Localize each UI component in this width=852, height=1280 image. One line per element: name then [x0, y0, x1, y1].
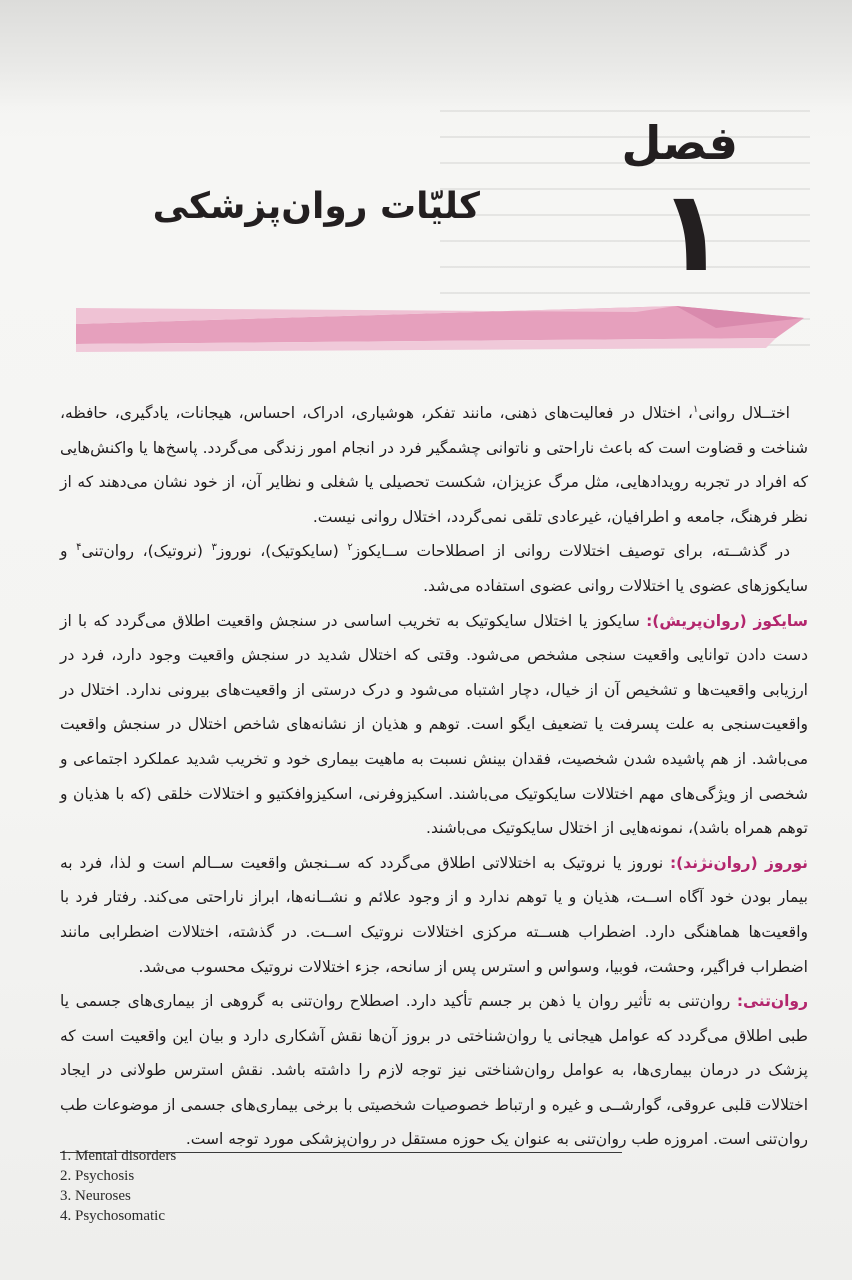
footnote-4: 4. Psychosomatic	[60, 1208, 165, 1224]
chapter-banner	[76, 298, 804, 360]
footnote-3: 3. Neuroses	[60, 1188, 131, 1204]
intro-paragraph: اختــلال روانی$^۱$، اختلال در فعالیت‌های ذهنی، مانند تفکر، هوشیاری، ادراک، احساس، هیجانات، یادگیری، حافظه، شناخت و قضاوت است که باعث ناراحتی و ناتوانی چشمگیر فرد در انجام امور زندگی می‌گردد. پاسخ‌ها یا واکنش‌هایی که افراد در تجربه رویدادهایی، مثل مرگ عزیزان، شکست تحصیلی یا شغلی و نظایر آن، از خود نشان می‌دهند که از نظر فرهنگ، جامعه و اطرافیان، غیرعادی تلقی نمی‌گردد، اختلال روانی نیست.	[60, 403, 808, 526]
footnote-ref-3[interactable]: ۳	[211, 542, 217, 554]
neurosis-term: نوروز (روان‌نژند):	[669, 853, 808, 872]
chapter-number: ۱	[657, 167, 726, 297]
psychosomatic-paragraph: روان‌تنی: روان‌تنی به تأثیر روان یا ذهن بر جسم تأکید دارد. اصطلاح روان‌تنی به گروهی از بیماری‌های جسمی یا طبی اطلاق می‌گردد که عوامل هیجانی یا روان‌شناختی در بروز آن‌ها نقش آشکاری دارد و بیان این واقعیت است که پزشک در درمان بیماری‌ها، به عوامل روان‌شناختی نیز توجه لازم را داشته باشد. نقش استرس طولانی در ایجاد اختلالات قلبی عروقی، گوارشــی و غیره و ارتباط خصوصیات شخصیتی با برخی بیماری‌های جسمی از موضوعات طب روان‌تنی است. امروزه طب روان‌تنی به عنوان یک حوزه مستقل در روان‌پزشکی مورد توجه است.	[60, 992, 808, 1149]
chapter-title: کلیّات روان‌پزشکی	[152, 186, 480, 227]
footnote-ref-4[interactable]: ۴	[76, 542, 82, 554]
footnote-1: 1. Mental disorders	[60, 1148, 177, 1164]
psychosomatic-term: روان‌تنی:	[736, 992, 808, 1011]
psychosis-paragraph: سایکوز (روان‌پریش): سایکوز یا اختلال سایکوتیک به تخریب اساسی در سنجش واقعیت اطلاق می‌گردد که با از دست دادن توانایی واقعیت سنجی مشخص می‌شود. وقتی که اختلال شدید در سنجش واقعیت وجود دارد، فرد در ارزیابی واقعیت‌ها و تشخیص آن از خیال، دچار اشتباه می‌شود و درک درستی از واقعیت‌های بیرونی ندارد. اختلال در واقعیت‌سنجی به علت پسرفت یا تضعیف ایگو است. توهم و هذیان از نشانه‌های شاخص اختلال در سنجش واقعیت می‌باشد. از هم پاشیده شدن شخصیت، فقدان بینش نسبت به ماهیت بیماری خود و تخریب شدید عملکرد اجتماعی و شخصی از ویژگی‌های مهم اختلالات سایکوتیک می‌باشند. اسکیزوفرنی، اسکیزوافکتیو و اختلالات خلقی (که با هذیان و توهم همراه باشد)، نمونه‌هایی از اختلال سایکوتیک می‌باشند.	[60, 611, 808, 838]
history-paragraph: در گذشــته، برای توصیف اختلالات روانی از اصطلاحات ســایکوز$^۲$ (سایکوتیک)، نوروز$^۳$ (نروتیک)، روان‌تنی$^۴$ و سایکوزهای عضوی یا اختلالات روانی عضوی استفاده می‌شد.	[60, 542, 808, 595]
footnotes	[60, 1146, 460, 1226]
chapter-body	[60, 396, 808, 1157]
footnote-2: 2. Psychosis	[60, 1168, 135, 1184]
page-shadow	[0, 0, 852, 110]
chapter-label: فصل	[621, 116, 738, 170]
footnote-ref-1[interactable]: ۱	[692, 403, 699, 415]
neurosis-paragraph: نوروز (روان‌نژند): نوروز یا نروتیک به اختلالاتی اطلاق می‌گردد که ســنجش واقعیت ســالم است و لذا، فرد به بیمار بودن خود آگاه اســت، هذیان و یا توهم ندارد و از وجود علائم و نشــانه‌ها، ابراز ناراحتی می‌کند. رفتار فرد با واقعیت‌ها هماهنگی دارد. اضطراب هســته مرکزی اختلالات نروتیک اســت. در گذشته، اختلالات اضطرابی مانند اضطراب فراگیر، وحشت، فوبیا، وسواس و استرس پس از سانحه، جزء اختلالات نروتیک محسوب می‌شد.	[60, 853, 808, 976]
psychosis-term: سایکوز (روان‌پریش):	[646, 611, 808, 630]
footnote-ref-2[interactable]: ۲	[347, 542, 353, 554]
